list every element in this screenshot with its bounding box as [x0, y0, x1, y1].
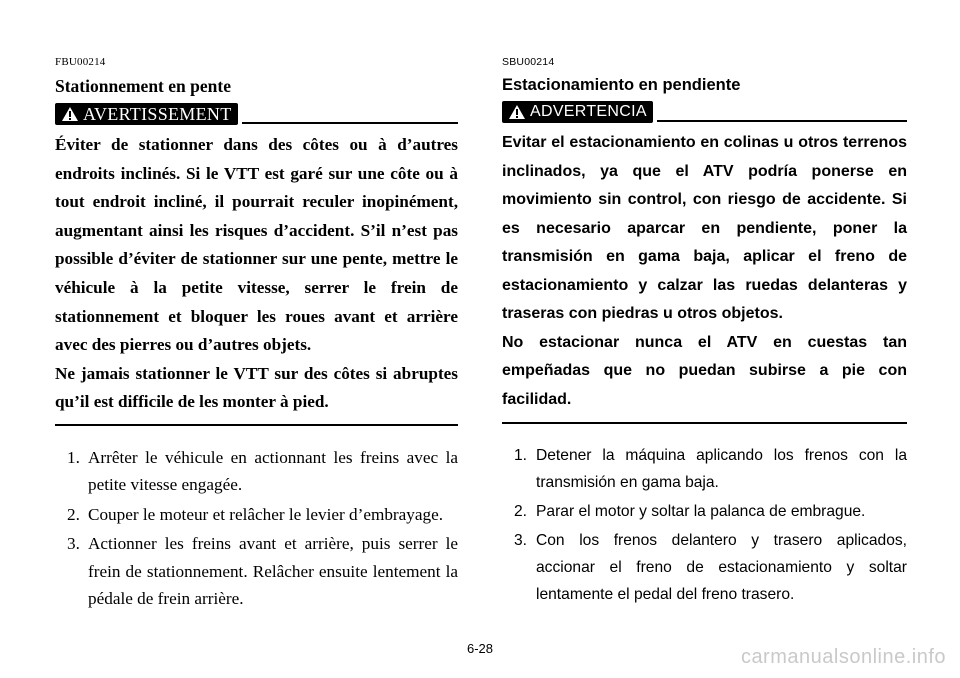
warning-end-rule: [502, 422, 907, 424]
warning-rule: [242, 122, 459, 124]
warning-triangle-icon: [508, 104, 526, 120]
warning-text-2: Ne jamais stationner le VTT sur des côtes si abruptes qu’il est difficile de les monter à pied.: [55, 363, 458, 412]
warning-label: AVERTISSEMENT: [83, 104, 232, 124]
list-item: 1. Arrêter le véhicule en actionnant les freins avec la petite vitesse engagée.: [67, 447, 458, 495]
list-item: 3. Con los frenos delantero y trasero aplicados, accionar el freno de estacionamiento y soltar lentamente el pedal del freno trasero.: [514, 532, 907, 603]
section-heading: Stationnement en pente: [55, 76, 231, 96]
warning-text-2: No estacionar nunca el ATV en cuestas tan empeñadas que no puedan subirse a pie con facilidad.: [502, 333, 907, 408]
steps-list: [502, 442, 907, 608]
warning-rule: [657, 120, 907, 122]
warning-badge: [55, 103, 238, 125]
list-item: 2. Parar el motor y soltar la palanca de embrague.: [514, 503, 866, 520]
list-item: 1. Detener la máquina aplicando los frenos con la transmisión en gama baja.: [514, 447, 907, 491]
warning-text: Éviter de stationner dans des côtes ou à d’autres endroits inclinés. Si le VTT est garé sur une côte ou à tout endroit incliné, il pourrait reculer inopinément, augmentant ainsi les risques d’accident. S’il n’est pas possible d’éviter de stationner sur une pente, mettre le véhicule à la petite vitesse, serrer le frein de stationnement et bloquer les roues avant et arrière avec des pierres ou d’autres objets.: [55, 135, 458, 355]
warning-text: Evitar el estacionamiento en colinas u otros terrenos inclinados, ya que el ATV podría ponerse en movimiento sin control, con riesgo de accidente. Si es necesario aparcar en pendiente, poner la transmisión en gama baja, aplicar el freno de estacionamiento y calzar las ruedas delanteras y traseras con piedras u otros objetos.: [502, 134, 907, 322]
watermark: carmanualsonline.info: [740, 646, 946, 668]
section-code: SBU00214: [502, 56, 555, 68]
section-code: FBU00214: [55, 56, 106, 68]
warning-triangle-icon: [61, 106, 79, 122]
warning-badge: [502, 101, 653, 123]
warning-header: [502, 101, 907, 123]
list-item: 2. Couper le moteur et relâcher le levier d’embrayage.: [67, 504, 444, 524]
spanish-column: [502, 56, 907, 610]
steps-list: [55, 444, 458, 613]
french-column: [55, 56, 458, 615]
warning-header: [55, 103, 458, 125]
page-number: 6-28: [466, 641, 494, 656]
warning-label: ADVERTENCIA: [530, 103, 647, 120]
section-heading: Estacionamiento en pendiente: [502, 76, 741, 94]
list-item: 3. Actionner les freins avant et arrière, puis serrer le frein de stationnement. Relâcher ensuite lentement la pédale de frein arrière.: [67, 534, 458, 609]
warning-end-rule: [55, 424, 458, 426]
